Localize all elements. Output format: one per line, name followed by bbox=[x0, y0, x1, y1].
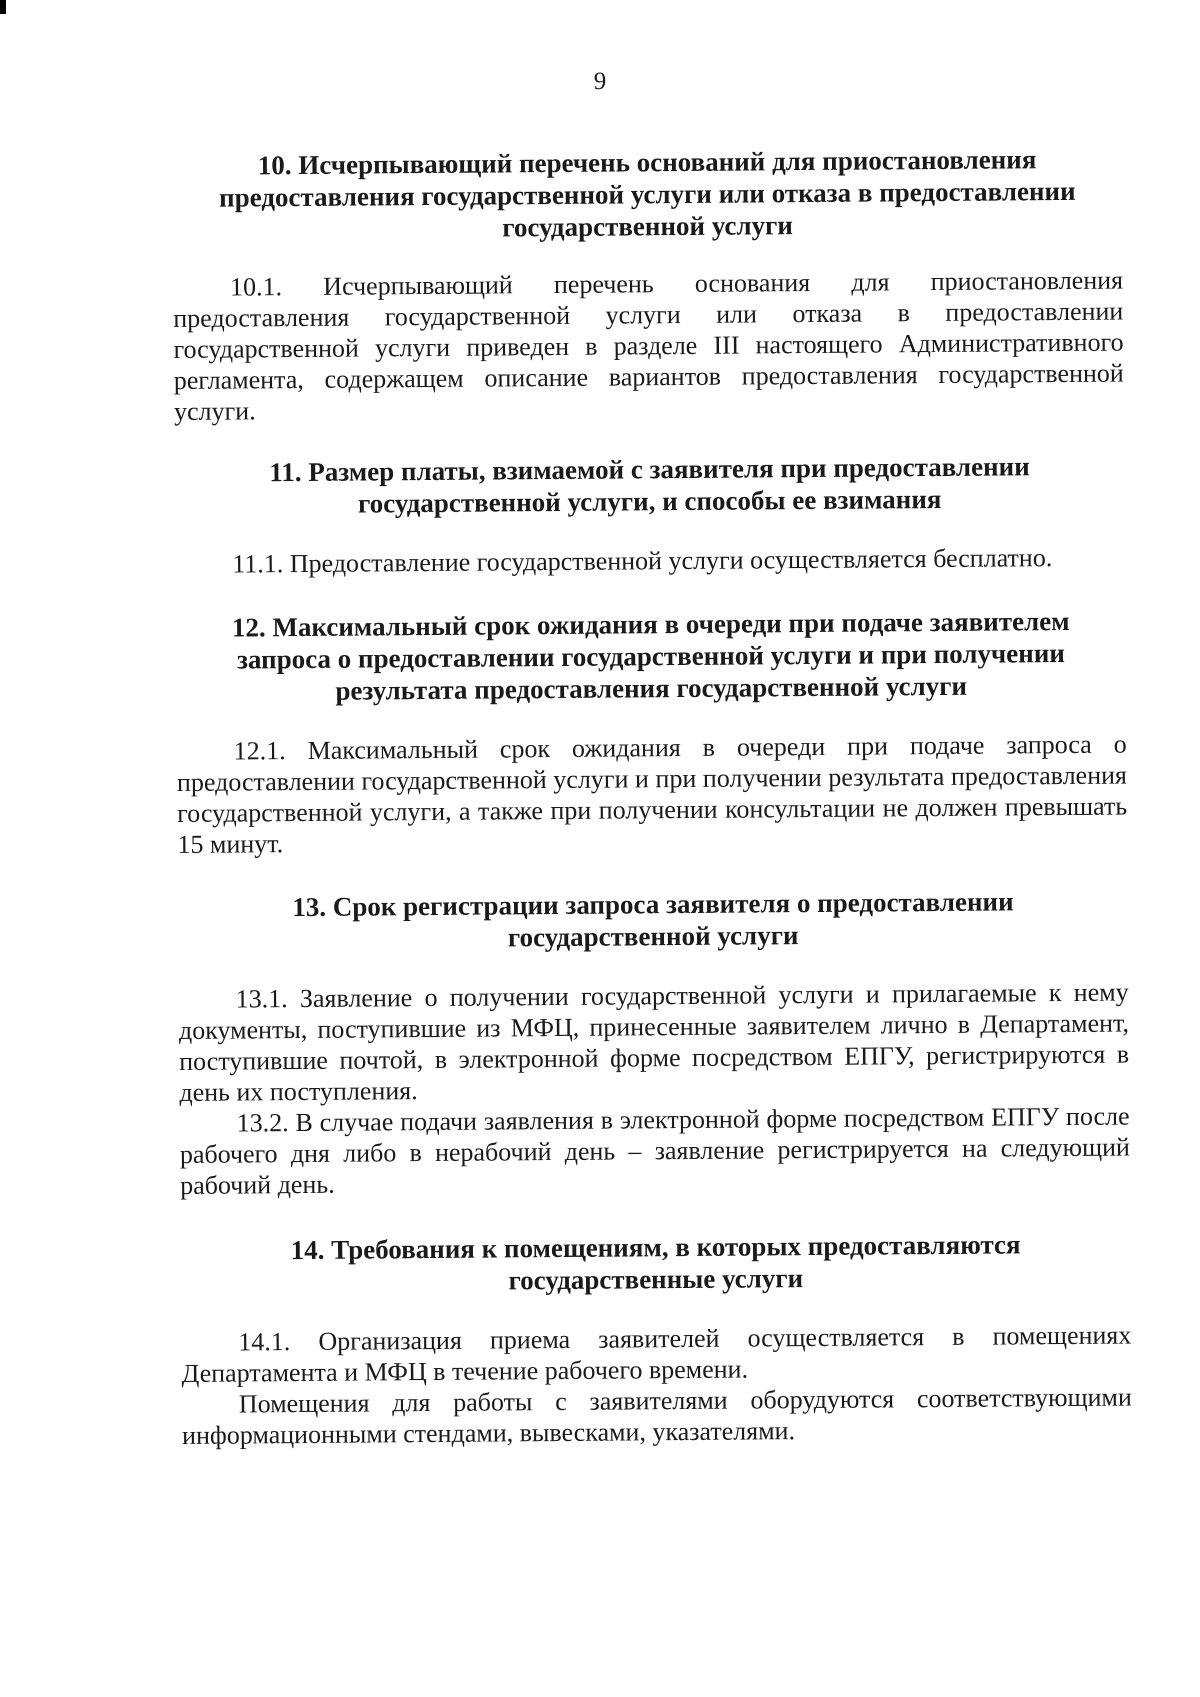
paragraph: Помещения для работы с заявителями оборудуются соответствующими информационными стендами, вывесками, указателями. bbox=[181, 1382, 1132, 1450]
paragraph: 11.1. Предоставление государственной услуги осуществляется бесплатно. bbox=[232, 543, 1053, 579]
paragraph: 12.1. Максимальный срок ожидания в очереди при подаче запроса о предоставлении государственной услуги и при получении результата предоставления государственной услуги, а также при получении консультации не должен превышать 15 минут. bbox=[176, 729, 1128, 859]
paragraph: 10.1. Исчерпывающий перечень основания для приостановления предоставления государственной услуги или отказа в предоставлении государственной услуги приведен в разделе III настоящего Административного регламента, содержащем описание вариантов предоставления государственной услуги. bbox=[173, 265, 1124, 426]
paragraph: 13.2. В случае подачи заявления в электронной форме посредством ЕПГУ после рабочего дня либо в нерабочий день – заявление регистрируется на следующий рабочий день. bbox=[179, 1101, 1130, 1200]
page-number: 9 bbox=[593, 68, 607, 95]
section-14 bbox=[181, 1228, 1133, 1451]
paragraph: 13.1. Заявление о получении государственной услуги и прилагаемые к нему документы, поступившие из МФЦ, принесенные заявителем лично в Департамент, поступившие почтой, в электронной форме посредством ЕПГУ, регистрируются в день их поступления. bbox=[178, 977, 1130, 1107]
section-heading: 12. Максимальный срок ожидания в очереди при подаче заявителем запроса о предоставлении государственной услуги и при получении результата предоставления государственной услуги bbox=[231, 605, 1070, 706]
section-11 bbox=[174, 450, 1125, 580]
section-10 bbox=[172, 143, 1124, 427]
section-heading: 13. Срок регистрации запроса заявителя о предоставлении государственной услуги bbox=[292, 886, 1014, 953]
section-heading: 11. Размер платы, взимаемой с заявителя при предоставлении государственной услуги, и способы ее взимания bbox=[269, 451, 1030, 519]
paragraph: 14.1. Организация приема заявителей осуществляется в помещениях Департамента и МФЦ в течение рабочего времени. bbox=[181, 1320, 1132, 1388]
section-12 bbox=[176, 605, 1128, 860]
section-heading: 14. Требования к помещениям, в которых предоставляются государственные услуги bbox=[290, 1229, 1021, 1296]
section-13 bbox=[178, 885, 1130, 1201]
section-heading: 10. Исчерпывающий перечень оснований для приостановления предоставления государственной услуги или отказа в предоставлении государственной услуги bbox=[218, 144, 1076, 243]
document-body bbox=[172, 143, 1132, 1451]
scan-corner-mark bbox=[0, 0, 6, 14]
